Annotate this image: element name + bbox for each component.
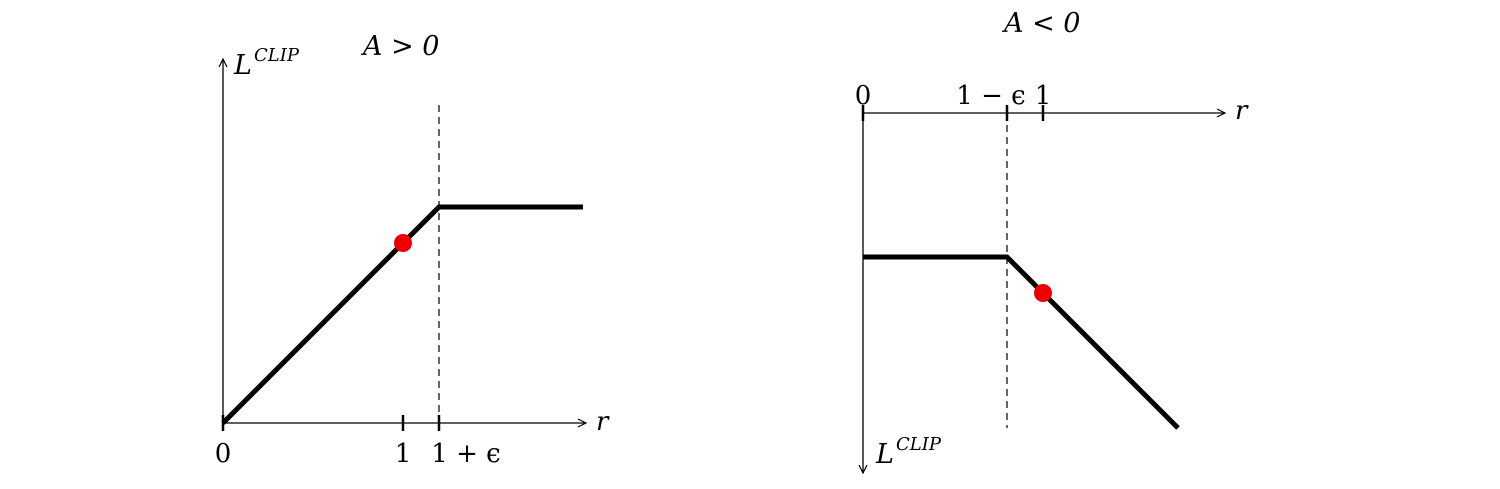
left-title: A > 0 <box>363 31 440 62</box>
left-tick-label-one-plus-eps: 1 + ϵ <box>431 439 501 469</box>
right-tick-label-one-minus-eps: 1 − ϵ <box>956 81 1026 111</box>
left-ylabel-symbol: L <box>234 50 252 81</box>
right-marker <box>1034 284 1052 302</box>
right-tick-label-one: 1 <box>1034 81 1052 111</box>
chart-right <box>855 8 1249 473</box>
right-ylabel-symbol: L <box>876 439 894 470</box>
right-clip-line <box>863 257 1178 428</box>
left-xlabel: r <box>596 407 609 437</box>
right-tick-label-zero: 0 <box>854 81 872 111</box>
chart-left <box>215 31 610 469</box>
right-ylabel-superscript: CLIP <box>896 434 941 455</box>
left-tick-label-one: 1 <box>394 439 412 469</box>
right-title: A < 0 <box>1004 8 1081 39</box>
left-ylabel-superscript: CLIP <box>254 45 299 66</box>
right-xlabel: r <box>1235 96 1248 126</box>
left-tick-label-zero: 0 <box>214 439 232 469</box>
left-marker <box>394 234 412 252</box>
